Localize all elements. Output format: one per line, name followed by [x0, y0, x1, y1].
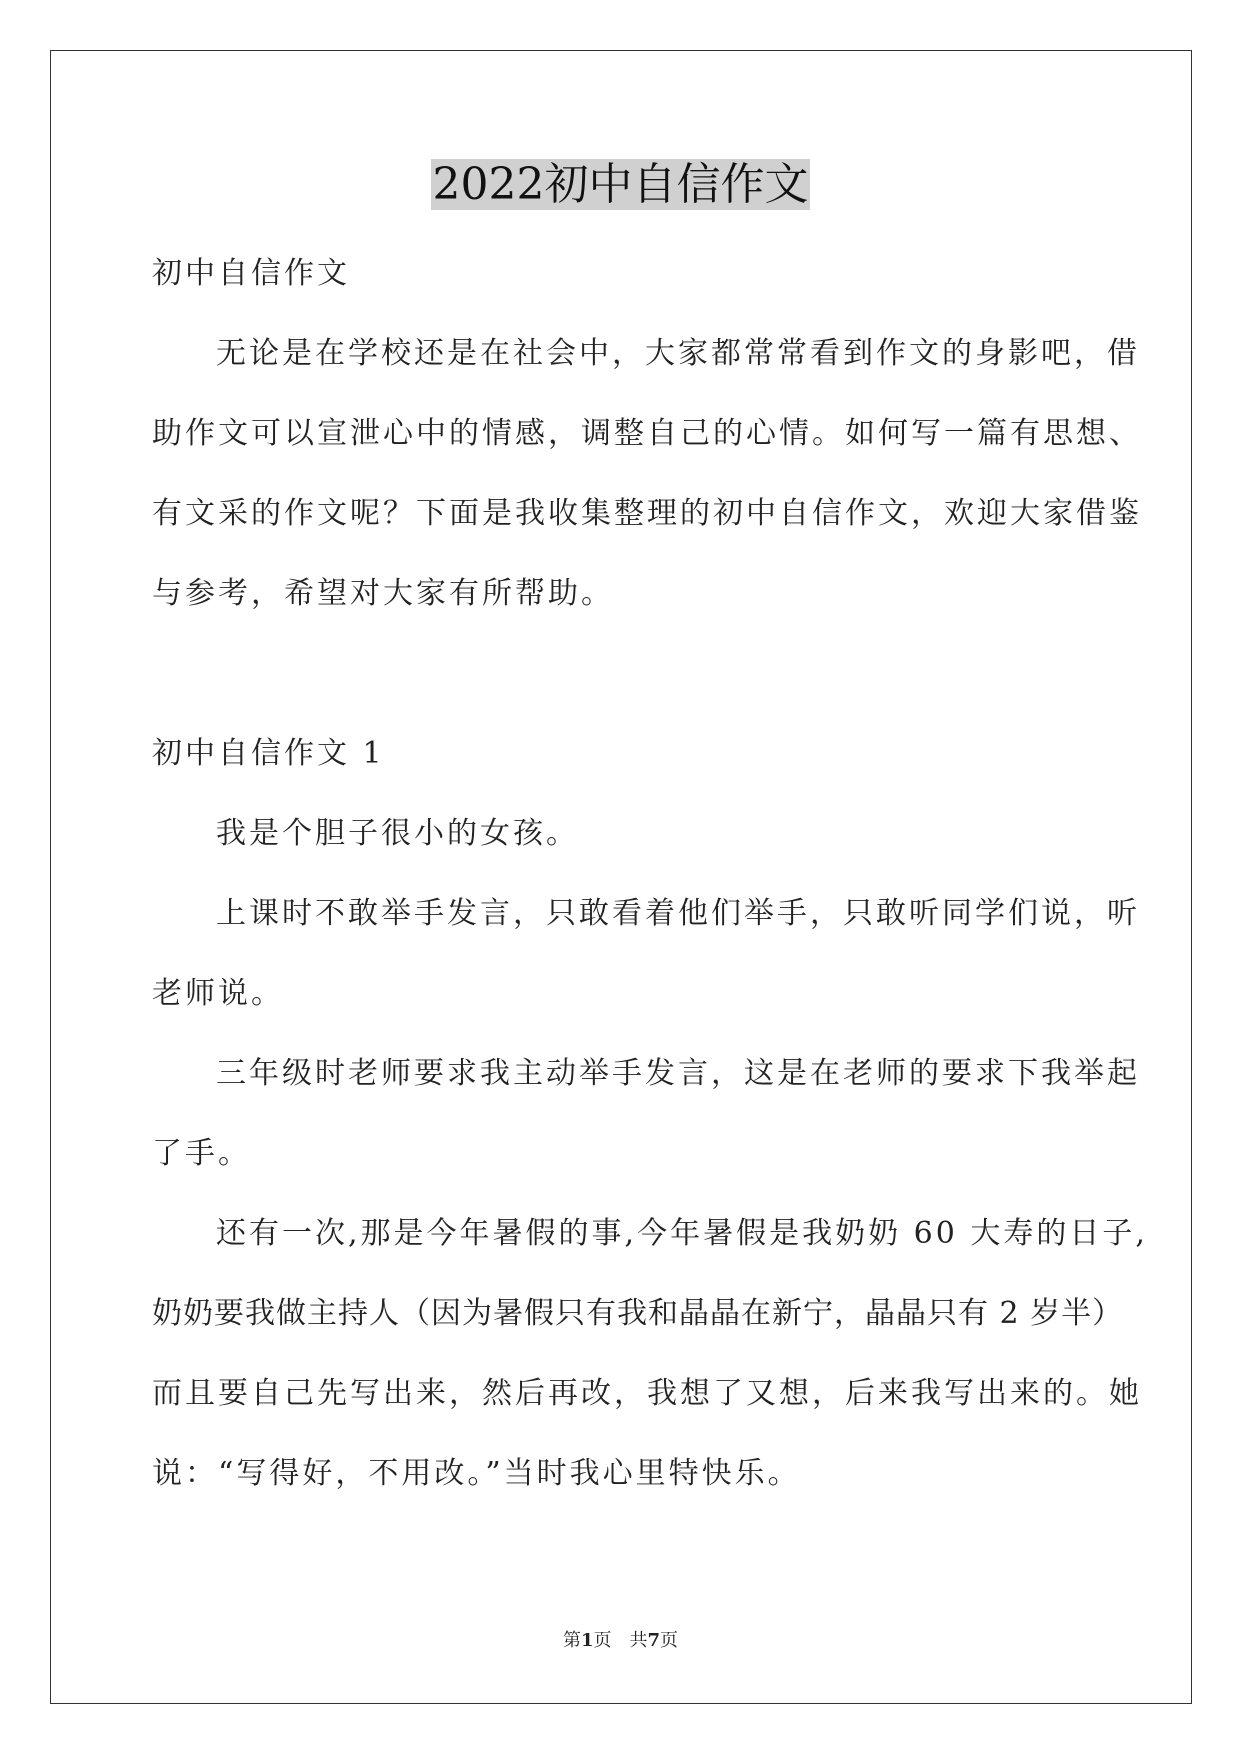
paragraph-line: 我是个胆子很小的女孩。	[216, 816, 579, 851]
paragraph-line: 有文采的作文呢？下面是我收集整理的初中自信作文，欢迎大家借鉴	[152, 496, 1142, 531]
document-title-text: 2022初中自信作文	[432, 159, 809, 210]
footer-mid: 页 共	[593, 1630, 648, 1651]
paragraph-line: 老师说。	[152, 976, 284, 1011]
section-heading: 初中自信作文	[152, 256, 350, 291]
paragraph-line: 助作文可以宣泄心中的情感，调整自己的心情。如何写一篇有思想、	[152, 416, 1142, 451]
blank-line	[152, 634, 1092, 714]
paragraph-line: 了手。	[152, 1136, 251, 1171]
footer-suffix: 页	[660, 1630, 679, 1651]
document-body	[152, 234, 1148, 1514]
paragraph-line: 而且要自己先写出来，然后再改，我想了又想，后来我写出来的。她	[152, 1376, 1142, 1411]
paragraph-line: 与参考，希望对大家有所帮助。	[152, 576, 614, 611]
document-title	[0, 156, 1241, 214]
paragraph-line: 三年级时老师要求我主动举手发言，这是在老师的要求下我举起	[216, 1056, 1140, 1091]
paragraph-line: 奶奶要我做主持人（因为暑假只有我和晶晶在新宁，晶晶只有 2 岁半）	[152, 1296, 1124, 1331]
paragraph-line: 说：“写得好，不用改。”当时我心里特快乐。	[152, 1456, 801, 1491]
footer-prefix: 第	[562, 1630, 581, 1651]
paragraph-line: 无论是在学校还是在社会中，大家都常常看到作文的身影吧，借	[216, 336, 1140, 371]
page-number-footer	[0, 1626, 1241, 1652]
essay-heading: 初中自信作文 1	[152, 736, 385, 771]
footer-current-page: 1	[580, 1630, 594, 1651]
paragraph-line: 上课时不敢举手发言，只敢看着他们举手，只敢听同学们说，听	[216, 896, 1140, 931]
footer-total-pages: 7	[647, 1630, 661, 1651]
paragraph-line: 还有一次,那是今年暑假的事,今年暑假是我奶奶 60 大寿的日子,	[216, 1216, 1148, 1251]
